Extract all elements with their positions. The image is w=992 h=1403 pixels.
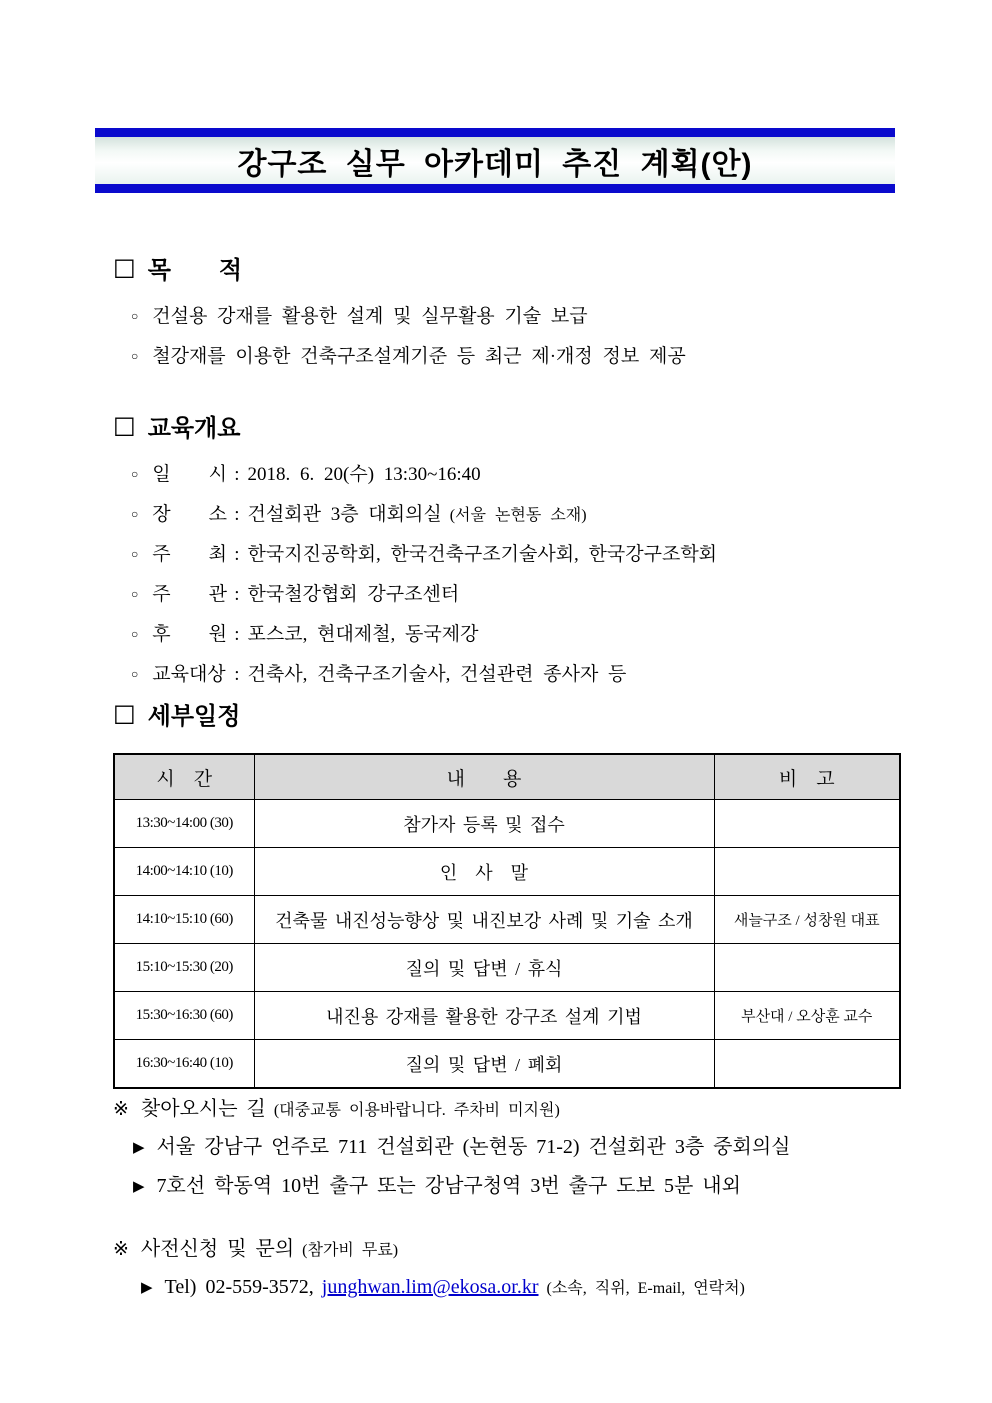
table-header-row <box>114 754 900 800</box>
purpose-list <box>113 305 903 370</box>
directions-list <box>113 1135 903 1200</box>
contact-heading-label: 사전신청 및 문의 <box>140 1238 295 1260</box>
list-item <box>131 543 903 568</box>
cell-content: 질의 및 답변 / 휴식 <box>254 944 714 992</box>
circle-bullet-icon: ○ <box>131 349 139 363</box>
field-value: 건축사, 건축구조기술사, 건설관련 종사자 등 <box>247 664 627 685</box>
field-colon: : <box>234 504 240 525</box>
schedule-heading-label: 세부일정 <box>147 703 241 730</box>
overview-heading-label: 교육개요 <box>147 415 241 442</box>
schedule-heading <box>113 696 903 731</box>
circle-bullet-icon: ○ <box>131 587 139 601</box>
table-row <box>114 848 900 896</box>
directions-item-text: 서울 강남구 언주로 711 건설회관 (논현동 71-2) 건설회관 3층 중회의실 <box>156 1136 791 1158</box>
circle-bullet-icon: ○ <box>131 667 139 681</box>
col-header-remark: 비 고 <box>714 754 900 800</box>
overview-heading <box>113 408 903 443</box>
banner-bottom-rule <box>95 184 895 193</box>
cell-remark <box>714 1040 900 1089</box>
schedule-table <box>113 753 901 1089</box>
cell-remark: 부산대 / 오상훈 교수 <box>714 992 900 1040</box>
field-note: (서울 논현동 소재) <box>449 507 587 524</box>
field-value: 2018. 6. 20(수) 13:30~16:40 <box>247 464 481 485</box>
list-item <box>131 305 903 330</box>
cell-remark <box>714 848 900 896</box>
circle-bullet-icon: ○ <box>131 467 139 481</box>
cell-time: 14:00~14:10 (10) <box>114 848 254 896</box>
field-value: 한국지진공학회, 한국건축구조기술사회, 한국강구조학회 <box>247 544 718 565</box>
list-item <box>131 583 903 608</box>
field-value: 건설회관 3층 대회의실 <box>247 504 442 525</box>
page-title: 강구조 실무 아카데미 추진 계획(안) <box>237 147 753 181</box>
col-header-time: 시 간 <box>114 754 254 800</box>
email-link[interactable]: junghwan.lim@ekosa.or.kr <box>321 1276 539 1298</box>
section-schedule <box>113 696 903 1089</box>
reference-mark-icon: ※ <box>113 1099 129 1120</box>
contact-tel: Tel) 02-559-3572, <box>164 1276 314 1298</box>
cell-content: 참가자 등록 및 접수 <box>254 800 714 848</box>
square-bullet-icon: □ <box>113 698 136 727</box>
field-colon: : <box>234 544 240 565</box>
arrow-bullet-icon: ▶ <box>133 1179 145 1195</box>
email-note: (소속, 직위, E-mail, 연락처) <box>546 1280 745 1297</box>
cell-time: 13:30~14:00 (30) <box>114 800 254 848</box>
table-row <box>114 1040 900 1089</box>
field-value: 포스코, 현대제철, 동국제강 <box>247 624 479 645</box>
overview-list <box>113 463 903 688</box>
list-item <box>131 663 903 688</box>
arrow-bullet-icon: ▶ <box>141 1280 153 1296</box>
banner-top-rule <box>95 128 895 137</box>
cell-time: 14:10~15:10 (60) <box>114 896 254 944</box>
field-label: 후 원 <box>152 624 227 645</box>
square-bullet-icon: □ <box>113 410 136 439</box>
section-overview <box>113 408 903 703</box>
table-row <box>114 992 900 1040</box>
cell-time: 15:30~16:30 (60) <box>114 992 254 1040</box>
title-banner <box>95 128 895 193</box>
cell-remark: 새늘구조 / 성창원 대표 <box>714 896 900 944</box>
contact-list <box>113 1275 903 1301</box>
circle-bullet-icon: ○ <box>131 547 139 561</box>
square-bullet-icon: □ <box>113 252 136 281</box>
field-colon: : <box>234 464 240 485</box>
circle-bullet-icon: ○ <box>131 309 139 323</box>
purpose-heading <box>113 250 903 285</box>
cell-content: 내진용 강재를 활용한 강구조 설계 기법 <box>254 992 714 1040</box>
table-row <box>114 944 900 992</box>
list-item <box>133 1174 903 1200</box>
list-item <box>141 1275 903 1301</box>
field-colon: : <box>234 624 240 645</box>
directions-note: (대중교통 이용바랍니다. 주차비 미지원) <box>273 1102 560 1119</box>
field-value: 한국철강협회 강구조센터 <box>247 584 460 605</box>
field-label: 주 최 <box>152 544 227 565</box>
directions-heading-label: 찾아오시는 길 <box>140 1098 266 1120</box>
cell-time: 15:10~15:30 (20) <box>114 944 254 992</box>
field-label: 교육대상 <box>152 664 226 685</box>
section-contact <box>113 1232 903 1314</box>
cell-content: 질의 및 답변 / 폐회 <box>254 1040 714 1089</box>
cell-time: 16:30~16:40 (10) <box>114 1040 254 1089</box>
field-colon: : <box>234 584 240 605</box>
table-row <box>114 896 900 944</box>
field-label: 일 시 <box>152 464 227 485</box>
purpose-item-text: 건설용 강재를 활용한 설계 및 실무활용 기술 보급 <box>152 306 588 327</box>
banner-body <box>95 137 895 184</box>
field-label: 주 관 <box>152 584 227 605</box>
cell-remark <box>714 944 900 992</box>
reference-mark-icon: ※ <box>113 1239 129 1260</box>
list-item <box>131 463 903 488</box>
purpose-heading-label: 목 적 <box>147 257 243 284</box>
field-colon: : <box>234 664 240 685</box>
list-item <box>131 345 903 370</box>
contact-heading <box>113 1232 903 1261</box>
list-item <box>131 503 903 528</box>
cell-content: 인 사 말 <box>254 848 714 896</box>
directions-item-text: 7호선 학동역 10번 출구 또는 강남구청역 3번 출구 도보 5분 내외 <box>156 1175 741 1197</box>
contact-note: (참가비 무료) <box>302 1242 399 1259</box>
circle-bullet-icon: ○ <box>131 507 139 521</box>
col-header-content: 내 용 <box>254 754 714 800</box>
section-purpose <box>113 250 903 385</box>
purpose-item-text: 철강재를 이용한 건축구조설계기준 등 최근 제·개정 정보 제공 <box>152 346 686 367</box>
directions-heading <box>113 1092 903 1121</box>
circle-bullet-icon: ○ <box>131 627 139 641</box>
cell-remark <box>714 800 900 848</box>
arrow-bullet-icon: ▶ <box>133 1140 145 1156</box>
field-label: 장 소 <box>152 504 227 525</box>
table-row <box>114 800 900 848</box>
cell-content: 건축물 내진성능향상 및 내진보강 사례 및 기술 소개 <box>254 896 714 944</box>
list-item <box>131 623 903 648</box>
list-item <box>133 1135 903 1161</box>
section-directions <box>113 1092 903 1213</box>
